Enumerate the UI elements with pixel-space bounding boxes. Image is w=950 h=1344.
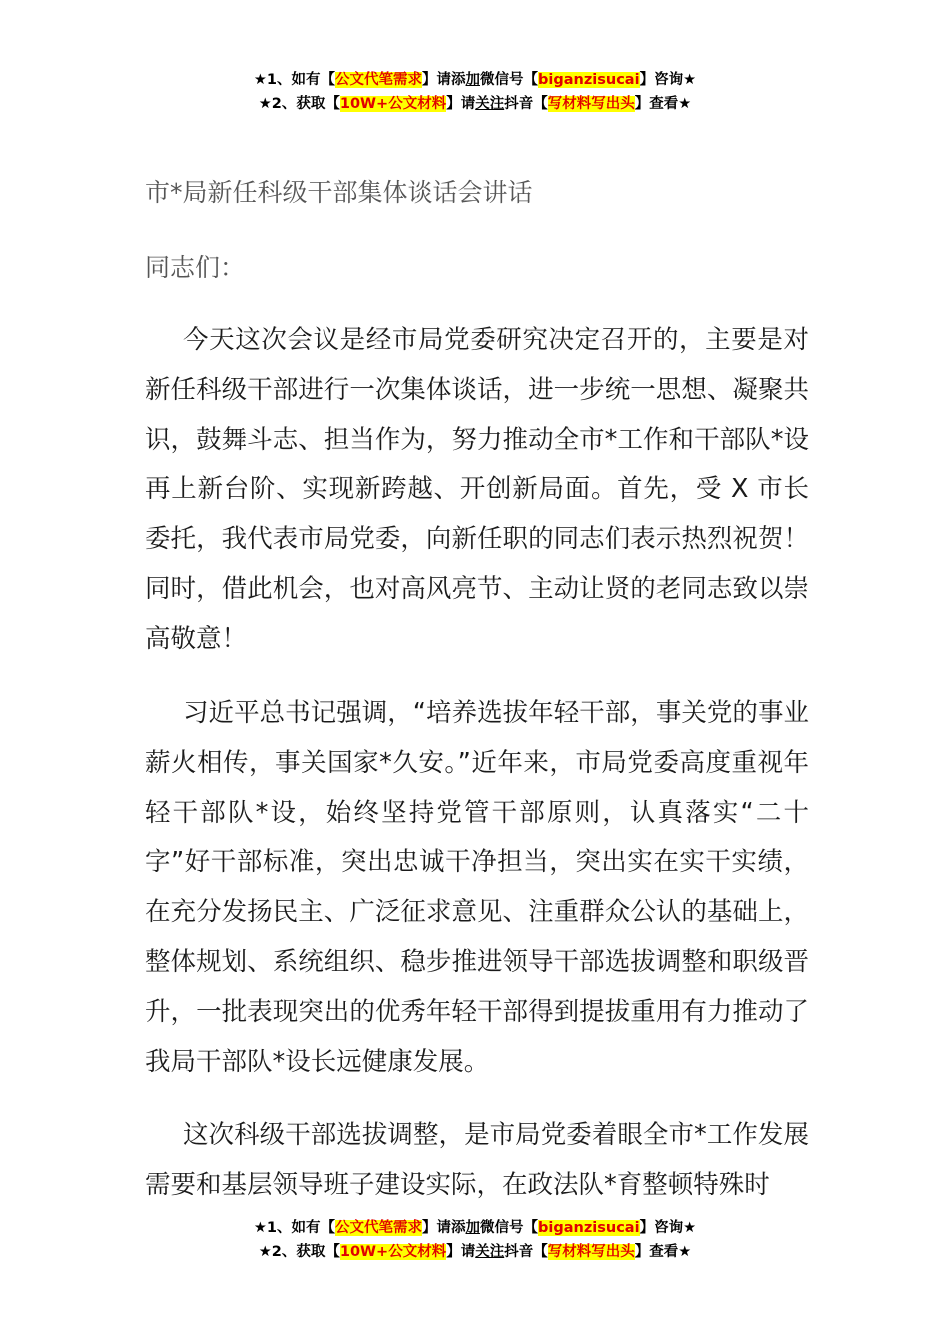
promo-text: 】查看★ xyxy=(634,96,692,112)
promo-text: 】咨询★ xyxy=(639,1220,697,1236)
promo-underlined-text: 关注 xyxy=(475,1244,505,1260)
promo-text: ★1、如有【 xyxy=(253,72,336,88)
promo-banner-top xyxy=(0,68,950,116)
promo-line-1 xyxy=(0,68,950,92)
promo-text: 微信号【 xyxy=(480,1220,539,1236)
promo-text: 】请添 xyxy=(422,1220,466,1236)
promo-line-1 xyxy=(0,1216,950,1240)
promo-underlined-text: 加 xyxy=(465,1220,481,1236)
promo-text: 微信号【 xyxy=(480,72,539,88)
promo-text: ★2、获取【 xyxy=(258,96,340,112)
paragraph-3: 这次科级干部选拔调整，是市局党委着眼全市*工作发展需要和基层领导班子建设实际，在政法队*育整顿特殊时 xyxy=(145,1120,809,1200)
promo-text: 】请 xyxy=(446,96,476,112)
document-title: 市*局新任科级干部集体谈话会讲话 xyxy=(145,178,533,207)
promo-highlight: 10W+公文材料 xyxy=(339,96,447,112)
promo-highlight: 公文代笔需求 xyxy=(335,72,423,88)
promo-text: 】查看★ xyxy=(634,1244,692,1260)
salutation: 同志们： xyxy=(145,253,246,282)
promo-text: 抖音【 xyxy=(504,96,548,112)
promo-text: 】请 xyxy=(446,1244,476,1260)
paragraph-2: 习近平总书记强调，“培养选拔年轻干部，事关党的事业薪火相传，事关国家*久安。”近年来，市局党委高度重视年轻干部队*设，始终坚持党管干部原则，认真落实“二十字”好干部标准，突出忠诚干净担当，突出实在实干实绩，在充分发扬民主、广泛征求意见、注重群众公认的基础上，整体规划、系统组织、稳步推进领导干部选拔调整和职级晋升，一批表现突出的优秀年轻干部得到提拔重用有力推动了我局干部队*设长远健康发展。 xyxy=(145,698,809,1077)
promo-text: ★1、如有【 xyxy=(253,1220,336,1236)
promo-highlight: 10W+公文材料 xyxy=(339,1244,447,1260)
promo-wechat-id: biganzisucai xyxy=(538,72,640,88)
promo-underlined-text: 关注 xyxy=(475,96,505,112)
promo-text: 抖音【 xyxy=(504,1244,548,1260)
promo-text: 】请添 xyxy=(422,72,466,88)
promo-text: ★2、获取【 xyxy=(258,1244,340,1260)
promo-line-2 xyxy=(0,1240,950,1264)
promo-line-2 xyxy=(0,92,950,116)
promo-underlined-text: 加 xyxy=(465,72,481,88)
promo-douyin-id: 写材料写出头 xyxy=(547,1244,635,1260)
promo-text: 】咨询★ xyxy=(639,72,697,88)
paragraph-1: 今天这次会议是经市局党委研究决定召开的，主要是对新任科级干部进行一次集体谈话，进一步统一思想、凝聚共识，鼓舞斗志、担当作为，努力推动全市*工作和干部队*设再上新台阶、实现新跨越、开创新局面。首先，受 X 市长委托，我代表市局党委，向新任职的同志们表示热烈祝贺！同时，借此机会，也对高风亮节、主动让贤的老同志致以崇高敬意！ xyxy=(145,325,809,654)
promo-highlight: 公文代笔需求 xyxy=(335,1220,423,1236)
promo-douyin-id: 写材料写出头 xyxy=(547,96,635,112)
promo-banner-bottom xyxy=(0,1216,950,1264)
promo-wechat-id: biganzisucai xyxy=(538,1220,640,1236)
